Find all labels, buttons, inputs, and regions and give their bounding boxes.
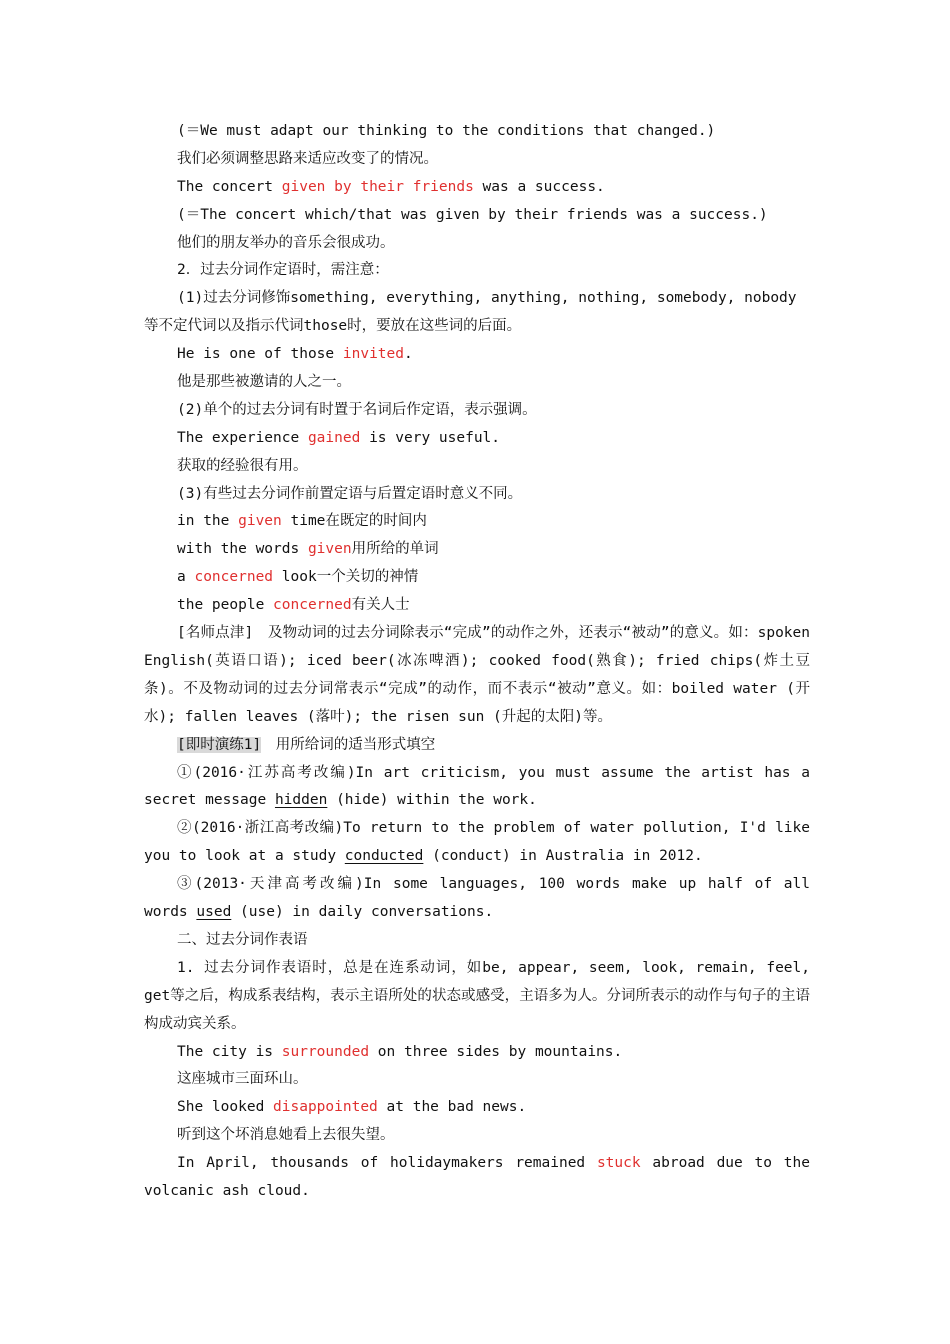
- example-sentence: She looked disappointed at the bad news.: [177, 1099, 527, 1116]
- rule-text: (1)过去分词修饰something, everything, anything, nothing, somebody, nobody: [177, 290, 797, 307]
- rule-text-cont: 等不定代词以及指示代词those时，要放在这些词的后面。: [144, 318, 522, 335]
- exercise-question-2: ②(2016·浙江高考改编)To return to the problem of water pollution, I'd like you to look at a study conducted (conduct) in Australia in 2012.: [144, 820, 810, 865]
- phrase-example: a concerned look一个关切的神情: [177, 569, 419, 586]
- answer-blank: conducted: [344, 848, 424, 865]
- phrase-example: in the given time在既定的时间内: [177, 513, 427, 530]
- document-page: [144, 118, 810, 1206]
- rule-text: (2)单个的过去分词有时置于名词后作定语，表示强调。: [177, 401, 537, 418]
- highlighted-word: surrounded: [281, 1043, 370, 1060]
- highlighted-word: disappointed: [273, 1099, 378, 1116]
- highlighted-word: gained: [307, 429, 361, 446]
- example-translation: 他是那些被邀请的人之一。: [177, 374, 351, 391]
- phrase-example: with the words given用所给的单词: [177, 541, 439, 558]
- section-heading: 二、过去分词作表语: [177, 931, 308, 948]
- example-translation: 听到这个坏消息她看上去很失望。: [177, 1127, 395, 1144]
- rule-heading: 2．过去分词作定语时，需注意：: [177, 262, 389, 279]
- exercise-question-1: ①(2016·江苏高考改编)In art criticism, you must assume the artist has a secret message hidden (hide) within the work.: [144, 764, 810, 809]
- example-translation: 获取的经验很有用。: [177, 457, 308, 474]
- exercise-question-3: ③(2013·天津高考改编)In some languages, 100 words make up half of all words used (use) in daily conversations.: [144, 876, 810, 921]
- highlighted-word: invited: [342, 346, 404, 363]
- highlighted-word: given: [238, 513, 282, 530]
- example-translation: 他们的朋友举办的音乐会很成功。: [177, 234, 395, 251]
- highlighted-word: concerned: [273, 597, 352, 614]
- example-translation: 我们必须调整思路来适应改变了的情况。: [177, 150, 438, 167]
- answer-blank: hidden: [274, 792, 328, 809]
- example-paraphrase: (＝We must adapt our thinking to the conditions that changed.): [177, 123, 716, 139]
- example-sentence: He is one of those invited.: [177, 346, 413, 363]
- example-sentence: The experience gained is very useful.: [177, 429, 501, 446]
- example-translation: 这座城市三面环山。: [177, 1071, 308, 1088]
- teacher-tip: [名师点津] 及物动词的过去分词除表示“完成”的动作之外，还表示“被动”的意义。如：spoken English(英语口语); iced beer(冰冻啤酒); cooked food(熟食); fried chips(炸土豆条)。不及物动词的过去分词常表示“完成”的动作，而不表示“被动”意义。如：boiled water (开水); fallen leaves (落叶); the risen sun (升起的太阳)等。: [144, 625, 810, 725]
- rule-text: (3)有些过去分词作前置定语与后置定语时意义不同。: [177, 485, 523, 502]
- highlighted-word: concerned: [194, 569, 274, 586]
- phrase-example: the people concerned有关人士: [177, 597, 410, 614]
- highlighted-word: stuck: [596, 1155, 641, 1172]
- example-sentence: The city is surrounded on three sides by mountains.: [177, 1043, 623, 1060]
- example-sentence: In April, thousands of holidaymakers remained stuck abroad due to the volcanic ash cloud.: [144, 1155, 810, 1200]
- exercise-heading: [即时演练1] 用所给词的适当形式填空: [177, 736, 436, 753]
- rule-paragraph: 1. 过去分词作表语时，总是在连系动词，如be, appear, seem, look, remain, feel, get等之后，构成系表结构，表示主语所处的状态或感受，主语多为人。分词所表示的动作与句子的主语构成动宾关系。: [144, 959, 810, 1032]
- exercise-tag: [即时演练1]: [177, 736, 262, 753]
- example-paraphrase: (＝The concert which/that was given by their friends was a success.): [177, 206, 768, 223]
- highlighted-word: given: [307, 541, 352, 558]
- answer-blank: used: [196, 904, 232, 921]
- example-sentence: The concert given by their friends was a success.: [177, 178, 605, 195]
- highlighted-phrase: given by their friends: [281, 178, 474, 195]
